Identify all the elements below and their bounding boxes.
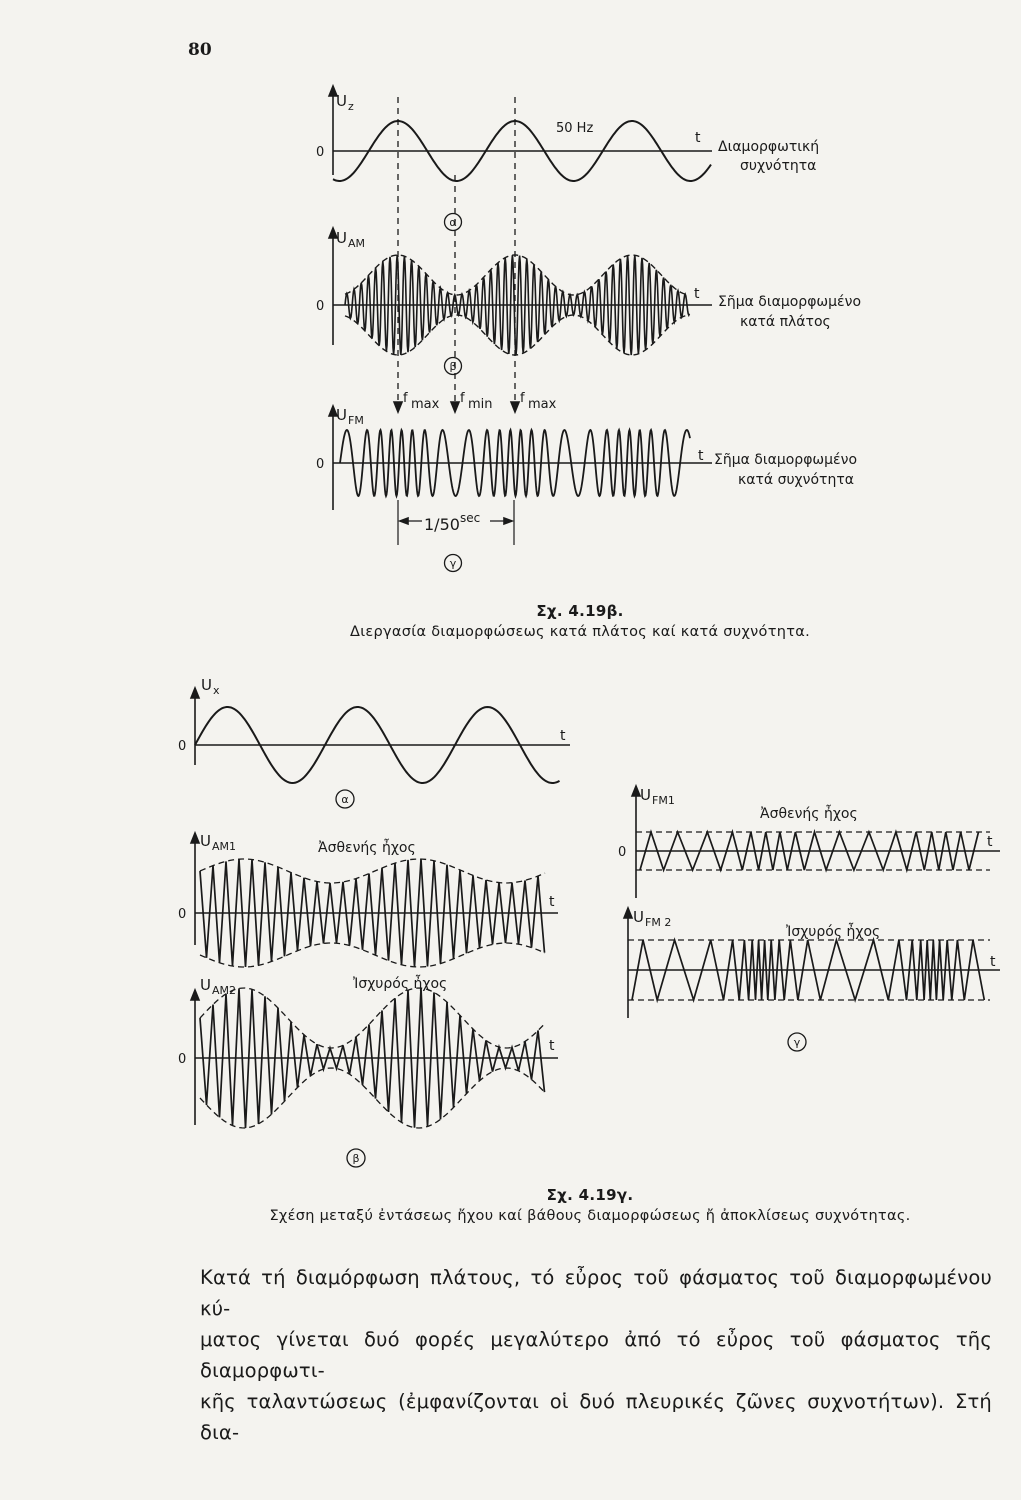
fmax-label-1: max <box>411 397 440 412</box>
fmin-label-f: f <box>460 391 465 406</box>
am1-title: Ἀσθενής ἦχος <box>318 840 416 856</box>
frequency-label: 50 Hz <box>556 121 594 136</box>
panel-b-t-label: t <box>694 286 700 302</box>
fm2-axis-label: U <box>633 908 644 926</box>
am2-origin: 0 <box>178 1052 187 1067</box>
am-signal-label: Σῆμα διαμορφωμένο <box>718 294 862 310</box>
fig-g-marker-alpha: α <box>341 793 349 806</box>
modulating-frequency-label-2: συχνότητα <box>740 158 817 174</box>
caption-4-19b <box>300 602 860 640</box>
panel-c-axis-sub: FM <box>348 414 364 427</box>
panel-c-origin: 0 <box>316 457 325 472</box>
caption-number: Σχ. 4.19β. <box>536 602 624 620</box>
fm1-axis-sub: FM1 <box>652 794 675 807</box>
fig-g-marker-gamma: γ <box>793 1036 801 1049</box>
panel-c-axis-label: U <box>336 406 347 424</box>
am1-axis-label: U <box>200 832 211 850</box>
fmin-label: min <box>468 397 493 412</box>
ux-t-label: t <box>560 728 566 744</box>
body-line-1: Κατά τή διαμόρφωση πλάτους, τό εὖρος τοῦ φάσματος τοῦ διαμορφωμένου κύ- <box>200 1266 992 1320</box>
fig-g-marker-beta: β <box>352 1152 360 1165</box>
fm-signal-label: Σῆμα διαμορφωμένο <box>714 452 858 468</box>
fmax-label-2-f: f <box>520 391 525 406</box>
caption-4-19g <box>210 1186 970 1224</box>
caption-number-g: Σχ. 4.19γ. <box>546 1186 634 1204</box>
fm2-axis-sub: FM 2 <box>645 916 672 929</box>
panel-b-axis-sub: AM <box>348 237 366 250</box>
ux-axis-label: U <box>201 676 212 694</box>
fm1-t-label: t <box>987 834 993 850</box>
marker-alpha: α <box>449 216 457 229</box>
am1-origin: 0 <box>178 907 187 922</box>
marker-beta: β <box>449 360 457 373</box>
fm2-t-label: t <box>990 954 996 970</box>
am2-axis-sub: AM2 <box>212 984 237 997</box>
panel-a-axis-sub: z <box>348 100 354 113</box>
fm1-origin: 0 <box>618 845 627 860</box>
ux-origin: 0 <box>178 739 187 754</box>
am2-axis-label: U <box>200 976 211 994</box>
fmax-label-1-f: f <box>403 391 408 406</box>
period-fraction: 1/50 <box>424 515 460 534</box>
modulating-frequency-label: Διαμορφωτική <box>718 139 820 155</box>
am1-t-label: t <box>549 894 555 910</box>
panel-a-axis-label: U <box>336 92 347 110</box>
body-line-3: κῆς ταλαντώσεως (ἐμφανίζονται οἱ δυό πλευρικές ζῶνες συχνοτήτων). Στή δια- <box>200 1390 992 1444</box>
am1-axis-sub: AM1 <box>212 840 237 853</box>
period-unit: sec <box>460 511 481 525</box>
am-signal-label-2: κατά πλάτος <box>740 314 831 330</box>
panel-b-axis-label: U <box>336 229 347 247</box>
fm2-title: Ἰσχυρός ἦχος <box>786 924 881 940</box>
panel-a-origin: 0 <box>316 145 325 160</box>
caption-text: Διεργασία διαμορφώσεως κατά πλάτος καί κατά συχνότητα. <box>349 624 811 640</box>
fm1-axis-label: U <box>640 786 651 804</box>
fm1-title: Ἀσθενής ἦχος <box>760 806 858 822</box>
am2-title: Ἰσχυρός ἦχος <box>353 976 448 992</box>
panel-c-t-label: t <box>698 448 704 464</box>
page-number: 80 <box>188 40 212 60</box>
panel-a-t-label: t <box>695 130 701 146</box>
marker-gamma: γ <box>449 557 457 570</box>
body-paragraph <box>200 1262 992 1448</box>
ux-axis-sub: x <box>213 684 220 697</box>
fmax-label-2: max <box>528 397 557 412</box>
figure-4-19g <box>0 660 1021 1180</box>
fm-signal-label-2: κατά συχνότητα <box>738 472 854 488</box>
body-line-2: ματος γίνεται δυό φορές μεγαλύτερο ἀπό τό εὖρος τοῦ φάσματος τῆς διαμορφωτι- <box>200 1328 992 1382</box>
figure-4-19b <box>0 0 1021 600</box>
am2-t-label: t <box>549 1038 555 1054</box>
panel-b-origin: 0 <box>316 299 325 314</box>
caption-text-g: Σχέση μεταξύ ἐντάσεως ἤχου καί βάθους διαμορφώσεως ἤ ἀποκλίσεως συχνότητας. <box>269 1208 911 1224</box>
